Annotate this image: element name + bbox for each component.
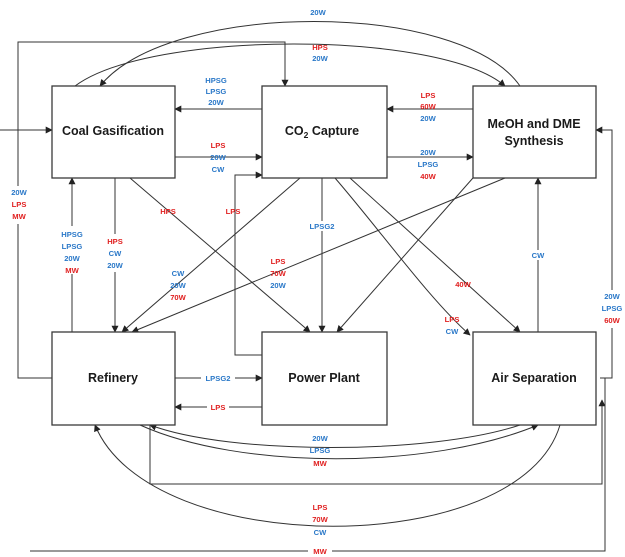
- label-right-60w: 60W: [604, 316, 620, 325]
- label-right-20w: 20W: [604, 292, 620, 301]
- node-meoh-dme-synthesis[interactable]: [473, 86, 596, 178]
- label-lpsg2: LPSG: [61, 242, 83, 251]
- flow-coal-meoh-hps: [75, 44, 505, 86]
- label-lps9: LPS: [444, 315, 460, 324]
- node-meoh-label-1: MeOH and DME: [487, 117, 581, 131]
- label-hps4: HPS: [160, 207, 176, 216]
- node-coal-label: Coal Gasification: [61, 124, 165, 138]
- label-20w-b: 20W: [210, 153, 226, 162]
- flow-air-meoh-right: [596, 130, 612, 378]
- label-lpsg1: LPSG: [205, 87, 227, 96]
- node-coal-gasification[interactable]: [52, 86, 175, 178]
- label-lps-b: LPS: [210, 141, 226, 150]
- label-lps5: LPS: [225, 207, 241, 216]
- node-refinery[interactable]: [52, 332, 175, 425]
- node-power-plant[interactable]: [262, 332, 387, 425]
- label-bot2-cw: CW: [313, 528, 327, 537]
- label-lpsg2-h: LPSG2: [205, 374, 231, 383]
- label-cw-b: CW: [211, 165, 225, 174]
- node-power-label: Power Plant: [288, 371, 360, 385]
- label-60w-a: 60W: [420, 102, 436, 111]
- label-20w-6: 20W: [170, 281, 186, 290]
- label-hps3: HPS: [107, 237, 123, 246]
- label-hpsg1: HPSG: [205, 76, 227, 85]
- flow-coal-power: [130, 178, 310, 332]
- label-lps-h: LPS: [210, 403, 226, 412]
- label-40w-8: 40W: [455, 280, 471, 289]
- label-hpsg2: HPSG: [61, 230, 83, 239]
- flow-meoh-refinery: [132, 178, 505, 332]
- label-lps7: LPS: [270, 257, 286, 266]
- label-20w-a: 20W: [420, 114, 436, 123]
- label-top-20w2: 20W: [312, 54, 328, 63]
- flow-refinery-air-bottom: [140, 425, 538, 459]
- label-bot-20w: 20W: [312, 434, 328, 443]
- label-20w-3: 20W: [107, 261, 123, 270]
- flow-power-co2: [235, 175, 262, 355]
- node-refinery-label: Refinery: [87, 371, 139, 385]
- label-right-lpsg: LPSG: [601, 304, 623, 313]
- label-lpsg2-v: LPSG2: [309, 222, 335, 231]
- label-20w-7: 20W: [270, 281, 286, 290]
- label-lpsg-c: LPSG: [417, 160, 439, 169]
- label-left-20w: 20W: [11, 188, 27, 197]
- label-20w-1: 20W: [208, 98, 224, 107]
- node-air-label: Air Separation: [491, 371, 577, 385]
- label-lps-a: LPS: [420, 91, 436, 100]
- flow-co2-air: [350, 178, 520, 332]
- flow-meoh-coal-top: [100, 22, 520, 87]
- label-20w-c: 20W: [420, 148, 436, 157]
- node-co2-capture[interactable]: [262, 86, 387, 178]
- label-mw2: MW: [65, 266, 79, 275]
- label-top-20w: 20W: [310, 8, 326, 17]
- label-bot3-mw: MW: [313, 547, 327, 556]
- label-cw9: CW: [445, 327, 459, 336]
- flow-co2-refinery: [122, 178, 300, 332]
- label-top-hps: HPS: [312, 43, 328, 52]
- label-cw10: CW: [531, 251, 545, 260]
- label-bot-mw: MW: [313, 459, 327, 468]
- label-70w-7: 70W: [270, 269, 286, 278]
- node-meoh-label-2: Synthesis: [504, 134, 564, 148]
- label-bot2-lps: LPS: [312, 503, 328, 512]
- label-70w-6: 70W: [170, 293, 186, 302]
- label-left-lps: LPS: [11, 200, 27, 209]
- node-air-separation[interactable]: [473, 332, 596, 425]
- label-bot-lpsg: LPSG: [309, 446, 331, 455]
- label-20w-2: 20W: [64, 254, 80, 263]
- node-co2-label: $CO_2$ Capture: [284, 124, 360, 140]
- label-left-mw: MW: [12, 212, 26, 221]
- label-cw3: CW: [108, 249, 122, 258]
- label-bot2-70w: 70W: [312, 515, 328, 524]
- label-40w-c: 40W: [420, 172, 436, 181]
- flow-air-refinery-bottom: [150, 425, 520, 448]
- label-cw6: CW: [171, 269, 185, 278]
- flow-meoh-power: [337, 170, 480, 332]
